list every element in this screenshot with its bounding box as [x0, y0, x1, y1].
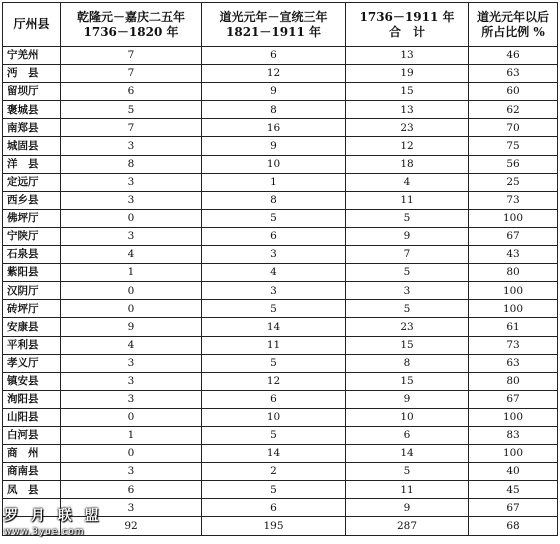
- value-cell: 6: [202, 227, 346, 245]
- value-cell: 2: [202, 463, 346, 481]
- value-cell: 8: [202, 191, 346, 209]
- table-row: [3, 318, 558, 336]
- value-cell: 5: [346, 209, 469, 227]
- column-header-line: 1736－1911 年: [359, 9, 455, 24]
- value-cell: 0: [61, 408, 202, 426]
- county-name-cell: 沔 县: [3, 65, 61, 83]
- value-cell: 100: [469, 300, 558, 318]
- value-cell: 12: [202, 372, 346, 390]
- value-cell: 63: [469, 354, 558, 372]
- value-cell: 15: [346, 336, 469, 354]
- table-row: [3, 463, 558, 481]
- column-header-line: 1736－1820 年: [83, 24, 179, 39]
- county-name-cell: [3, 499, 61, 517]
- value-cell: 23: [346, 119, 469, 137]
- table-row: [3, 119, 558, 137]
- value-cell: 4: [61, 246, 202, 264]
- value-cell: 0: [61, 445, 202, 463]
- table-row: [3, 499, 558, 517]
- value-cell: 60: [469, 83, 558, 101]
- value-cell: 8: [61, 155, 202, 173]
- value-cell: 63: [469, 65, 558, 83]
- value-cell: 9: [202, 137, 346, 155]
- value-cell: 3: [61, 372, 202, 390]
- header-row: [3, 3, 558, 47]
- value-cell: 9: [346, 499, 469, 517]
- table-row: [3, 282, 558, 300]
- column-header-line: 道光元年－宣统三年: [219, 9, 328, 24]
- county-name-cell: 洋 县: [3, 155, 61, 173]
- county-name-cell: 汉阴厅: [3, 282, 61, 300]
- statistics-table: [2, 2, 558, 536]
- table-row: [3, 47, 558, 65]
- table-row: [3, 101, 558, 119]
- table-row: [3, 264, 558, 282]
- table-row: [3, 173, 558, 191]
- value-cell: 67: [469, 499, 558, 517]
- county-name-cell: 留坝厅: [3, 83, 61, 101]
- value-cell: 100: [469, 445, 558, 463]
- column-header-line: 合 计: [388, 24, 425, 39]
- value-cell: 45: [469, 481, 558, 499]
- value-cell: 15: [346, 83, 469, 101]
- value-cell: 3: [61, 227, 202, 245]
- table-header: [3, 3, 558, 47]
- value-cell: 3: [61, 499, 202, 517]
- value-cell: 10: [346, 408, 469, 426]
- value-cell: 73: [469, 336, 558, 354]
- value-cell: 100: [469, 408, 558, 426]
- value-cell: 13: [346, 47, 469, 65]
- value-cell: 5: [346, 463, 469, 481]
- table-row: [3, 83, 558, 101]
- county-name-cell: 褒城县: [3, 101, 61, 119]
- table-row: [3, 426, 558, 444]
- value-cell: 6: [346, 426, 469, 444]
- value-cell: 3: [346, 282, 469, 300]
- value-cell: 3: [61, 354, 202, 372]
- column-header-line: 乾隆元－嘉庆二五年: [76, 9, 185, 24]
- value-cell: 5: [346, 264, 469, 282]
- county-name-cell: 安康县: [3, 318, 61, 336]
- value-cell: 56: [469, 155, 558, 173]
- value-cell: 0: [61, 209, 202, 227]
- value-cell: 67: [469, 390, 558, 408]
- county-name-cell: 商 州: [3, 445, 61, 463]
- value-cell: 25: [469, 173, 558, 191]
- value-cell: 9: [61, 318, 202, 336]
- value-cell: 14: [202, 445, 346, 463]
- value-cell: 100: [469, 209, 558, 227]
- value-cell: 75: [469, 137, 558, 155]
- value-cell: 1: [202, 173, 346, 191]
- value-cell: 5: [202, 209, 346, 227]
- value-cell: 3: [202, 282, 346, 300]
- value-cell: 70: [469, 119, 558, 137]
- value-cell: 80: [469, 264, 558, 282]
- table-row: [3, 65, 558, 83]
- table-row: [3, 372, 558, 390]
- county-name-cell: 城固县: [3, 137, 61, 155]
- county-name-cell: 宁羌州: [3, 47, 61, 65]
- value-cell: 7: [61, 47, 202, 65]
- value-cell: 92: [61, 517, 202, 535]
- value-cell: 9: [202, 83, 346, 101]
- county-name-cell: 宁陕厅: [3, 227, 61, 245]
- county-name-cell: 孝义厅: [3, 354, 61, 372]
- value-cell: 23: [346, 318, 469, 336]
- value-cell: 287: [346, 517, 469, 535]
- county-name-cell: 石泉县: [3, 246, 61, 264]
- value-cell: 0: [61, 282, 202, 300]
- value-cell: 6: [202, 47, 346, 65]
- value-cell: 12: [202, 65, 346, 83]
- value-cell: 6: [61, 83, 202, 101]
- county-name-cell: 佛坪厅: [3, 209, 61, 227]
- table-row: [3, 209, 558, 227]
- value-cell: 5: [202, 426, 346, 444]
- table-body: [3, 47, 558, 536]
- county-name-cell: 南郑县: [3, 119, 61, 137]
- table-row: [3, 390, 558, 408]
- county-name-cell: 洵阳县: [3, 390, 61, 408]
- county-name-cell: 平利县: [3, 336, 61, 354]
- county-name-cell: 定远厅: [3, 173, 61, 191]
- value-cell: 9: [346, 227, 469, 245]
- column-header-line: 厅州县: [13, 17, 50, 31]
- column-header: [61, 3, 202, 47]
- value-cell: 7: [61, 119, 202, 137]
- watermark-title: 罗 月 联 盟: [4, 508, 103, 524]
- table-row: [3, 354, 558, 372]
- county-name-cell: [3, 517, 61, 535]
- county-name-cell: 凤 县: [3, 481, 61, 499]
- value-cell: 5: [202, 481, 346, 499]
- value-cell: 14: [202, 318, 346, 336]
- value-cell: 195: [202, 517, 346, 535]
- value-cell: 11: [202, 336, 346, 354]
- county-name-cell: 紫阳县: [3, 264, 61, 282]
- value-cell: 10: [202, 155, 346, 173]
- value-cell: 9: [346, 390, 469, 408]
- county-name-cell: 砖坪厅: [3, 300, 61, 318]
- county-name-cell: 商南县: [3, 463, 61, 481]
- value-cell: 5: [346, 300, 469, 318]
- value-cell: 3: [61, 137, 202, 155]
- value-cell: 3: [202, 246, 346, 264]
- value-cell: 67: [469, 227, 558, 245]
- value-cell: 68: [469, 517, 558, 535]
- value-cell: 3: [61, 191, 202, 209]
- county-name-cell: 山阳县: [3, 408, 61, 426]
- county-name-cell: 镇安县: [3, 372, 61, 390]
- column-header-line: 所占比例 %: [481, 24, 545, 39]
- value-cell: 11: [346, 481, 469, 499]
- county-name-cell: 白河县: [3, 426, 61, 444]
- value-cell: 100: [469, 282, 558, 300]
- watermark-url: www.3yue.com: [4, 527, 85, 537]
- value-cell: 16: [202, 119, 346, 137]
- table-row: [3, 155, 558, 173]
- table-row: [3, 408, 558, 426]
- column-header-line: 道光元年以后: [476, 9, 549, 24]
- value-cell: 80: [469, 372, 558, 390]
- value-cell: 3: [61, 390, 202, 408]
- value-cell: 19: [346, 65, 469, 83]
- value-cell: 18: [346, 155, 469, 173]
- value-cell: 12: [346, 137, 469, 155]
- value-cell: 11: [346, 191, 469, 209]
- value-cell: 8: [202, 101, 346, 119]
- value-cell: 10: [202, 408, 346, 426]
- table-row: [3, 137, 558, 155]
- table-row: [3, 191, 558, 209]
- table-row: [3, 481, 558, 499]
- county-name-cell: 西乡县: [3, 191, 61, 209]
- table-row: [3, 517, 558, 535]
- value-cell: 4: [61, 336, 202, 354]
- value-cell: 13: [346, 101, 469, 119]
- table-row: [3, 336, 558, 354]
- value-cell: 6: [202, 499, 346, 517]
- value-cell: 6: [61, 481, 202, 499]
- value-cell: 73: [469, 191, 558, 209]
- value-cell: 3: [61, 173, 202, 191]
- value-cell: 15: [346, 372, 469, 390]
- value-cell: 5: [61, 101, 202, 119]
- value-cell: 7: [61, 65, 202, 83]
- value-cell: 46: [469, 47, 558, 65]
- value-cell: 7: [346, 246, 469, 264]
- value-cell: 4: [202, 264, 346, 282]
- value-cell: 62: [469, 101, 558, 119]
- table-row: [3, 445, 558, 463]
- table-row: [3, 246, 558, 264]
- table-row: [3, 300, 558, 318]
- column-header: [346, 3, 469, 47]
- value-cell: 83: [469, 426, 558, 444]
- value-cell: 5: [202, 354, 346, 372]
- value-cell: 1: [61, 264, 202, 282]
- value-cell: 8: [346, 354, 469, 372]
- column-header-line: 1821－1911 年: [226, 24, 321, 39]
- column-header: [202, 3, 346, 47]
- value-cell: 4: [346, 173, 469, 191]
- value-cell: 14: [346, 445, 469, 463]
- value-cell: 0: [61, 300, 202, 318]
- value-cell: 43: [469, 246, 558, 264]
- value-cell: 5: [202, 300, 346, 318]
- value-cell: 1: [61, 426, 202, 444]
- column-header: [3, 3, 61, 47]
- value-cell: 3: [61, 463, 202, 481]
- column-header: [469, 3, 558, 47]
- value-cell: 6: [202, 390, 346, 408]
- value-cell: 61: [469, 318, 558, 336]
- value-cell: 40: [469, 463, 558, 481]
- table-row: [3, 227, 558, 245]
